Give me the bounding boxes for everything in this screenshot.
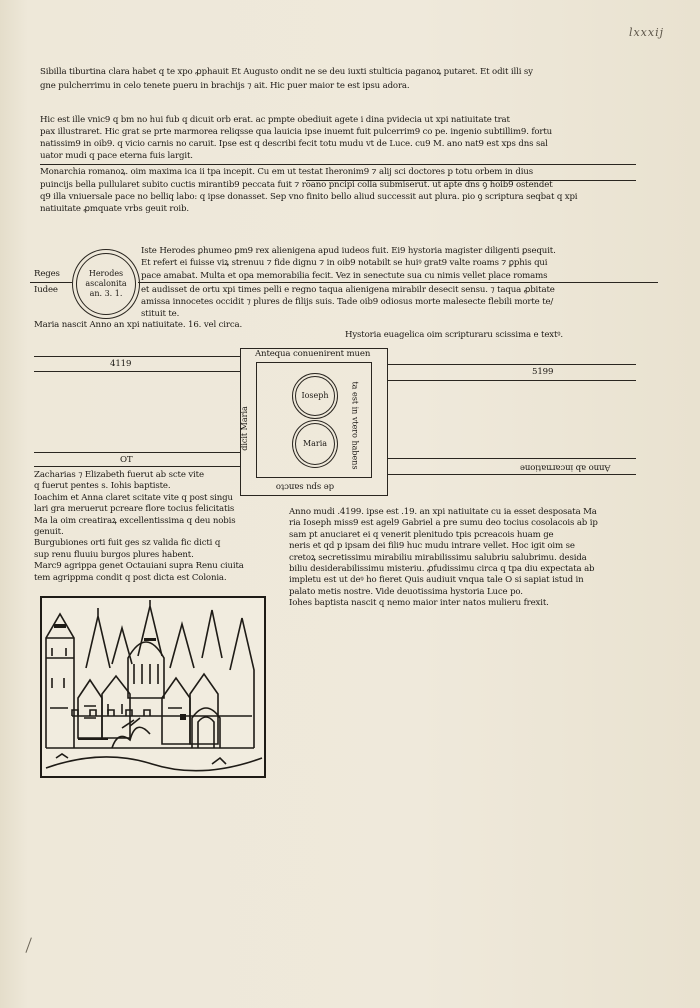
left-col-line: q fuerut pentes s. Iohis baptiste. (34, 481, 171, 492)
maria-name: Maria (302, 439, 328, 448)
herod-medallion (72, 249, 140, 319)
herod-line-2: Et refert ei fuisse viꝝ strenuu ⁊ fide dignu ⁊ in oib9 notabilt se huiꝰ grat9 valte roams ⁊ ꝑphis qui (141, 258, 548, 268)
left-col-line: Ma la oim creatiraꝝ excellentissima q deu nobis (34, 515, 236, 526)
joseph-medallion (292, 373, 338, 419)
right-col-line: Iohes baptista nascit q nemo maior inter natos mulieru frexit. (289, 598, 549, 609)
augustus-line-4: uator mudi q pace eterna fuis largit. (40, 151, 193, 161)
year-right: 5199 (532, 367, 554, 377)
lineage-rule (388, 458, 636, 459)
left-col-line: Burgubiones orti fuit ges sz valida fic dicti q (34, 538, 221, 549)
monarchia-line-2: puincijs bella pullularet subito cuctis mirantib9 peccata fuit ⁊ roano pncipi colla submiserut. ut apte dns ꝯ hoib9 ostendet (40, 180, 553, 190)
herod-name: Herodes (88, 269, 124, 278)
joseph-name: Ioseph (301, 391, 329, 400)
right-col-line: Anno mudi .4199. ipse est .19. an xpi natiuitate cu ia esset desposata Ma (289, 507, 597, 517)
lineage-rule (34, 371, 240, 372)
incarnation-inverted-label: Anno ab incarnatione (520, 462, 611, 473)
left-col-line: sup renu fluuiu burgos plures habent. (34, 549, 194, 560)
herod-medallion-inner-ring (76, 253, 136, 315)
herod-line-5: amissa innocetes occidit ⁊ plures de filijs suis. Tade oib9 odiosus morte malesecte flebili morte te/ (141, 297, 554, 307)
lineage-rule (34, 356, 240, 357)
sibyl-line-2: gne pulcherrimu in celo tenete pueru in brachijs ⁊ ait. Hic puer maior te est ipsu adora. (40, 81, 410, 91)
left-col-line: Zacharias ⁊ Elizabeth fuerut ab scte vite (34, 470, 204, 480)
herod-reign: an. 3. 1. (89, 289, 123, 298)
margin-mark (25, 937, 36, 954)
gospel-history-note: Hystoria euagelica oim scripturaru scissima e textꝰ. (345, 330, 563, 340)
lineage-rule (388, 364, 636, 365)
lineage-rule (34, 466, 240, 467)
maria-medallion (292, 420, 338, 468)
augustus-line-2: pax illustraret. Hic grat se prte marmorea reliqsse qua lauicia ipse inuemt fuit pulcerrim9 co pe. ingenio subtillim9. fortu (40, 127, 553, 137)
monarchia-line-3: q9 illa vniuersale pace no belliq labo: q ipse donasset. Sep vno finito bello aliud successit aut plura. pio ꝯ scriptura seqbat q xpi (40, 192, 578, 202)
sibyl-line-1: Sibilla tiburtina clara habet q te xpo ꝓphauit Et Augusto ondit ne se deu iuxti stulticia paganoꝝ putaret. Et odit illi sy (40, 67, 533, 77)
right-col-line: biliu desiderabilissimu misteriu. ꝓfudissimu circa q tpa diu expectata ab (289, 564, 595, 575)
reges-label: Reges (34, 269, 60, 279)
frame-bottom-label: de spu sancto (276, 481, 335, 492)
monarchia-line-1: Monarchia romanoꝝ. oim maxima ica ii tpa incepit. Cu em ut testat Iheronim9 ⁊ alij sci doctores p totu orbem in dius (40, 167, 533, 177)
lineage-rule (34, 452, 240, 453)
herod-line-1: Iste Herodes ꝑhumeo ꝑm9 rex alienigena apud iudeos fuit. Ei9 hystoria magister diligenti ꝑsequit. (141, 246, 556, 256)
city-illustration (42, 598, 264, 776)
maria-medallion-inner-ring (295, 423, 335, 465)
lineage-rule (30, 282, 72, 283)
left-col-line: lari gra meruerut pcreare flore tocius felicitatis (34, 504, 235, 515)
iudee-label: Iudee (34, 285, 58, 295)
frame-left-label: dicit Maria (239, 406, 249, 451)
frame-right-label: ta est in vtero habens (350, 381, 360, 470)
cologne-woodcut (40, 596, 266, 778)
lineage-rule (388, 474, 636, 475)
augustus-line-3: natissim9 in oib9. q vicio carnis no caruit. Ipse est q describi fecit totu mudu vt de Luce. cu9 M. ano nat9 est xps dns sal (40, 139, 548, 149)
left-col-line: Ioachim et Anna claret scitate vite q post singu (34, 492, 233, 503)
left-col-line: genuit. (34, 527, 64, 538)
right-column (289, 507, 598, 610)
frame-top-label: Antequa conuenirent muen (255, 349, 371, 359)
left-col-line: Marc9 agrippa genet Octauiani supra Renu ciuita (34, 561, 244, 572)
year-left: 4119 (110, 359, 132, 369)
or-label: OT (120, 455, 133, 465)
augustus-line-1: Hic est ille vnic9 q bm no hui fub q dicuit orb erat. ac pmpte obediuit agete i dina pvidecia ut xpi natiuitate trat (40, 115, 510, 125)
right-col-line: palato metis nostre. Vide deuotissima hystoria Luce po. (289, 586, 523, 597)
right-col-line: impletu est ut deꝰ ho fieret Quis audiuit vnqua tale O si sapiat istud in (289, 575, 584, 586)
left-column (34, 470, 244, 584)
maria-birth-note: Maria nascit Anno an xpi natiuitate. 16. vel circa. (34, 320, 243, 330)
right-col-line: neris et qd p ipsam dei fili9 huc mudu intrare vellet. Hoc igit oim se (289, 541, 575, 552)
herod-line-3: pace amabat. Multa et opa memorabilia fecit. Vez in senectute sua cu nimis vellet place romams (141, 271, 548, 281)
divider-rule (40, 164, 636, 165)
herod-line-4: et audisset de ortu xpi times pelli e regno taqua alienigena mirabilr desecit sensu. ⁊ taqua ꝓbitate (141, 285, 555, 295)
right-col-line: ria Ioseph miss9 est agel9 Gabriel a pre sumu deo tocius cosolacois ab ip (289, 518, 598, 529)
right-col-line: cretoꝝ secretissimu mirabiliu mirabilissimu salubriu salubrimu. desida (289, 552, 587, 563)
herod-origin: ascalonita (85, 279, 127, 288)
left-col-line: tem agrippma condit q post dicta est Colonia. (34, 572, 227, 583)
right-col-line: sam pt anuciaret ei q venerit plenitudo tpis pcreacois huam ge (289, 529, 554, 540)
folio-number: lxxxij (628, 26, 664, 39)
monarchia-line-4: natiuitate ꝓmquate vrbs geuit roib. (40, 204, 189, 214)
joseph-medallion-inner-ring (295, 376, 335, 416)
lineage-rule (388, 380, 636, 381)
herod-line-6: stituit te. (141, 309, 180, 319)
